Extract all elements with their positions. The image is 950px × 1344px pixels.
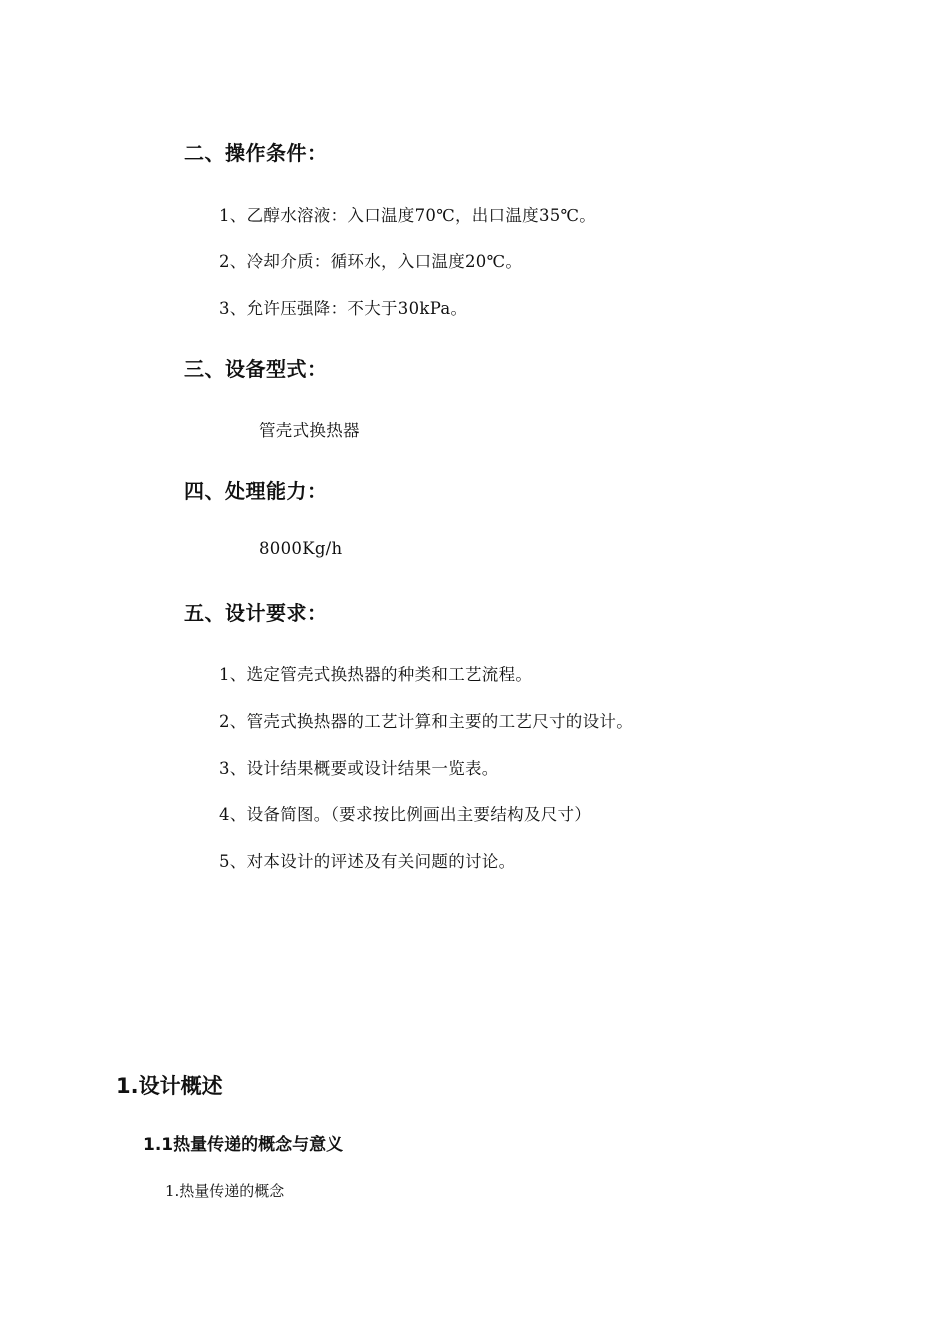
equipment-type-value: 管壳式换热器 bbox=[259, 421, 360, 440]
design-requirement-item-5: 5、对本设计的评述及有关问题的讨论。 bbox=[219, 852, 516, 871]
subsection-heading: 1.1热量传递的概念与意义 bbox=[143, 1135, 344, 1155]
section-heading-equipment-type: 三、设备型式： bbox=[184, 357, 328, 381]
chapter-heading: 1.设计概述 bbox=[116, 1074, 223, 1098]
section-heading-operating-conditions: 二、操作条件： bbox=[184, 141, 328, 165]
operating-condition-item-2: 2、冷却介质：循环水，入口温度20℃。 bbox=[219, 252, 523, 271]
operating-condition-item-3: 3、允许压强降：不大于30kPa。 bbox=[219, 299, 468, 318]
design-requirement-item-4: 4、设备简图。（要求按比例画出主要结构及尺寸） bbox=[219, 805, 592, 824]
section-heading-design-requirements: 五、设计要求： bbox=[184, 601, 328, 625]
capacity-value: 8000Kg/h bbox=[259, 539, 343, 558]
section-heading-capacity: 四、处理能力： bbox=[184, 479, 328, 503]
subsubsection-heading: 1.热量传递的概念 bbox=[165, 1182, 285, 1200]
design-requirement-item-3: 3、设计结果概要或设计结果一览表。 bbox=[219, 759, 499, 778]
design-requirement-item-1: 1、选定管壳式换热器的种类和工艺流程。 bbox=[219, 665, 533, 684]
design-requirement-item-2: 2、管壳式换热器的工艺计算和主要的工艺尺寸的设计。 bbox=[219, 712, 633, 731]
operating-condition-item-1: 1、乙醇水溶液：入口温度70℃，出口温度35℃。 bbox=[219, 206, 597, 225]
